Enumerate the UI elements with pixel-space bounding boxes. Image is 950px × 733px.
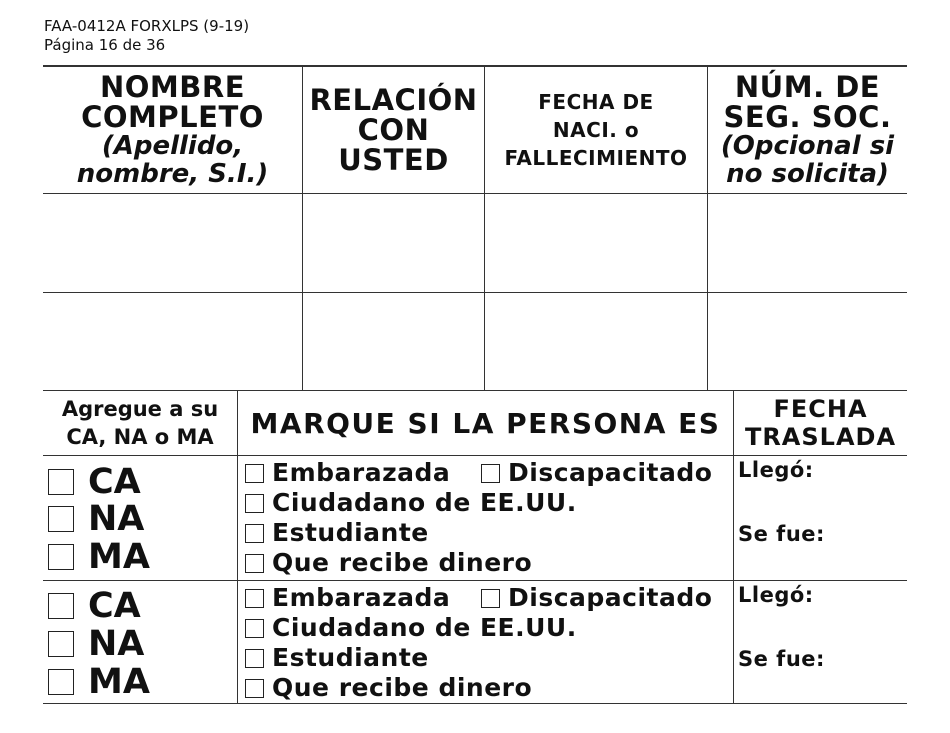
header-full-name: NOMBRE COMPLETO (Apellido, nombre, S.I.): [76, 69, 269, 189]
arrived-label-1: Llegó:: [738, 458, 814, 482]
header-move-date: FECHA TRASLADA: [744, 395, 897, 451]
checkbox-icon: [48, 669, 74, 695]
checkbox-disabled-2[interactable]: Discapacitado: [481, 583, 712, 613]
checkbox-ca-2[interactable]: CA: [48, 587, 141, 625]
header-mark-if: MARQUE SI LA PERSONA ES: [250, 406, 721, 440]
checkbox-icon: [245, 679, 264, 698]
bottom-border: [43, 703, 907, 704]
checkbox-ma-2[interactable]: MA: [48, 663, 150, 701]
left-label-2: Se fue:: [738, 647, 825, 671]
checkbox-icon: [481, 464, 500, 483]
page-number: Página 16 de 36: [44, 36, 166, 54]
checkbox-icon: [48, 506, 74, 532]
checkbox-icon: [245, 494, 264, 513]
checkbox-na-2[interactable]: NA: [48, 625, 144, 663]
checkbox-income-1[interactable]: Que recibe dinero: [245, 548, 532, 578]
bottom-header-divider: [43, 455, 907, 456]
checkbox-icon: [48, 544, 74, 570]
date-field-2[interactable]: [485, 293, 707, 390]
checkbox-icon: [245, 649, 264, 668]
checkbox-ma-1[interactable]: MA: [48, 538, 150, 576]
name-field-1[interactable]: [44, 194, 302, 292]
checkbox-icon: [48, 631, 74, 657]
header-ssn: NÚM. DE SEG. SOC. (Opcional si no solicita): [720, 69, 895, 189]
checkbox-icon: [245, 464, 264, 483]
relationship-field-1[interactable]: [303, 194, 484, 292]
header-date: FECHA DE NACI. o FALLECIMIENTO: [504, 89, 688, 170]
header-relationship: RELACIÓN CON USTED: [309, 82, 478, 177]
arrived-label-2: Llegó:: [738, 583, 814, 607]
checkbox-citizen-1[interactable]: Ciudadano de EE.UU.: [245, 488, 577, 518]
name-field-2[interactable]: [44, 293, 302, 390]
left-label-1: Se fue:: [738, 522, 825, 546]
checkbox-citizen-2[interactable]: Ciudadano de EE.UU.: [245, 613, 577, 643]
checkbox-icon: [481, 589, 500, 608]
checkbox-disabled-1[interactable]: Discapacitado: [481, 458, 712, 488]
ssn-field-1[interactable]: [708, 194, 907, 292]
checkbox-na-1[interactable]: NA: [48, 500, 144, 538]
relationship-field-2[interactable]: [303, 293, 484, 390]
checkbox-icon: [245, 589, 264, 608]
checkbox-icon: [245, 619, 264, 638]
checkbox-icon: [245, 554, 264, 573]
checkbox-student-1[interactable]: Estudiante: [245, 518, 429, 548]
date-field-1[interactable]: [485, 194, 707, 292]
checkbox-pregnant-1[interactable]: Embarazada: [245, 458, 450, 488]
checkbox-pregnant-2[interactable]: Embarazada: [245, 583, 450, 613]
checkbox-ca-1[interactable]: CA: [48, 463, 141, 501]
form-id: FAA-0412A FORXLPS (9-19): [44, 17, 250, 35]
checkbox-icon: [48, 469, 74, 495]
ssn-field-2[interactable]: [708, 293, 907, 390]
bottom-row-divider: [43, 580, 907, 581]
checkbox-icon: [245, 524, 264, 543]
checkbox-icon: [48, 593, 74, 619]
checkbox-income-2[interactable]: Que recibe dinero: [245, 673, 532, 703]
header-add-to: Agregue a su CA, NA o MA: [61, 397, 219, 449]
checkbox-student-2[interactable]: Estudiante: [245, 643, 429, 673]
